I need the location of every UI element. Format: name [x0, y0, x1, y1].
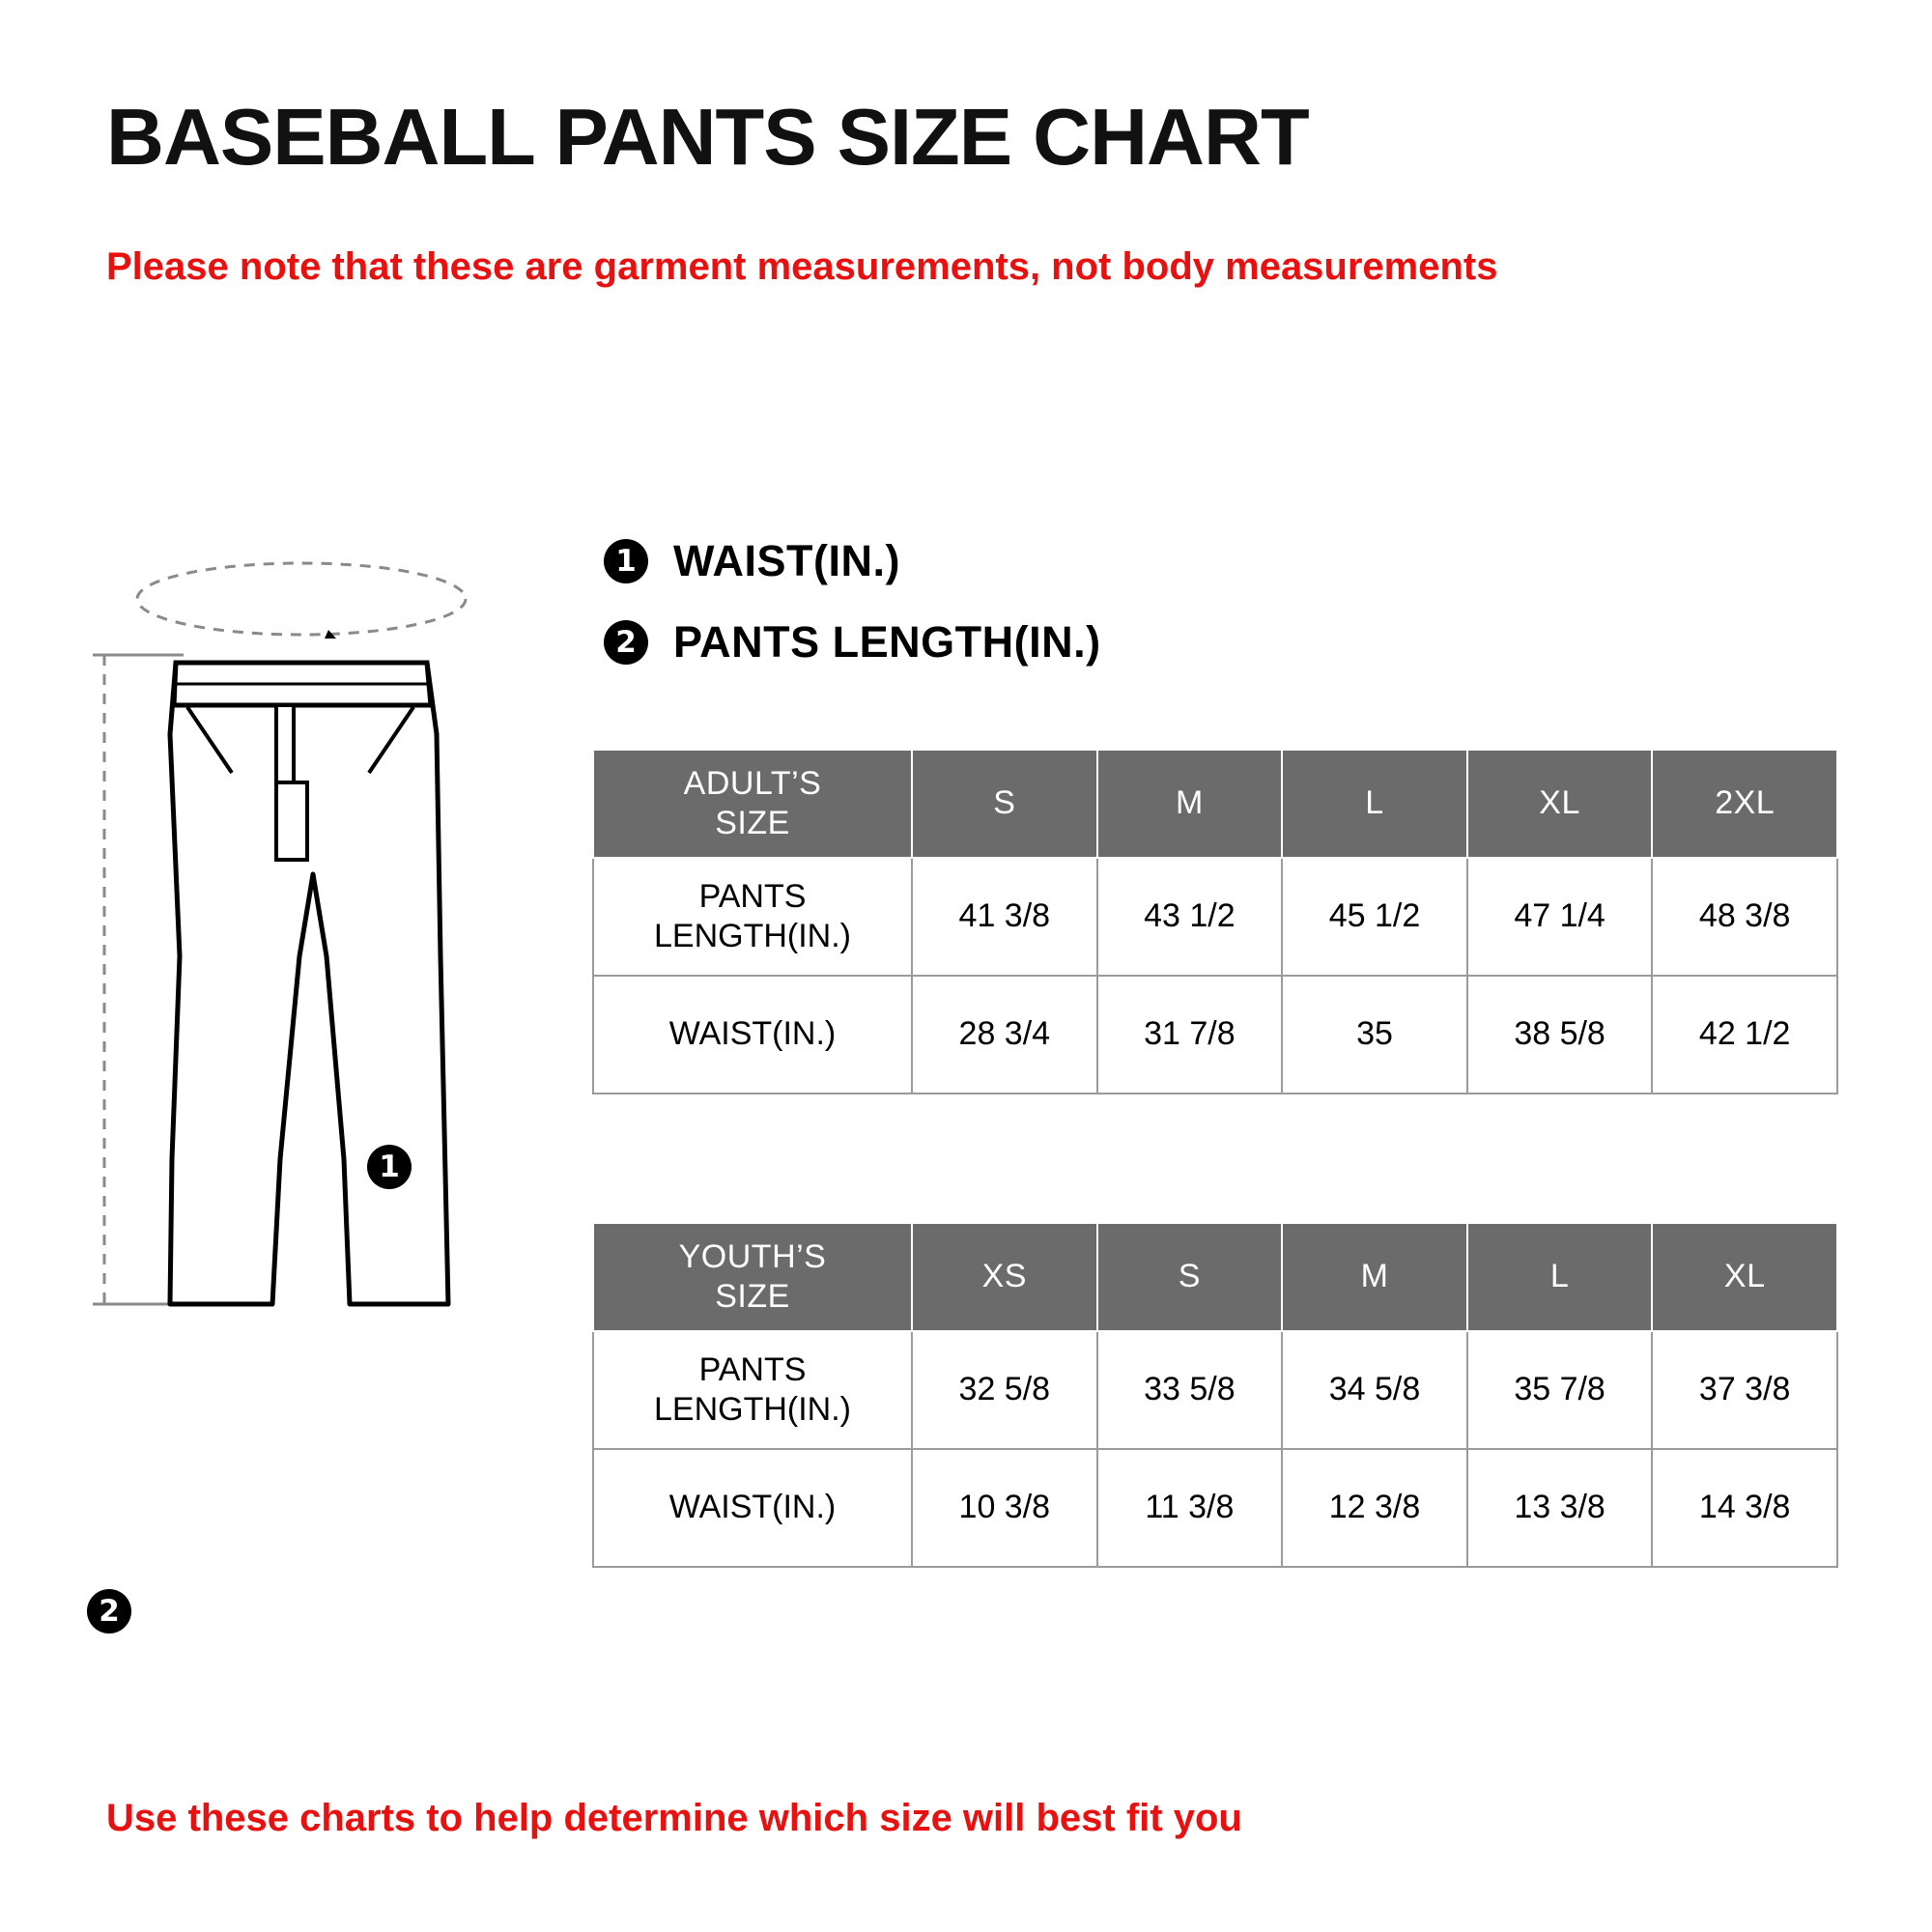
- adult-col-l: L: [1282, 750, 1467, 858]
- youth-col-xl: XL: [1652, 1223, 1837, 1331]
- adult-size-table-wrapper: [592, 749, 1838, 1094]
- table-row: [593, 976, 1837, 1094]
- youth-row-label-pants-length: PANTS LENGTH(IN.): [593, 1331, 912, 1449]
- adult-waist-2xl: 42 1/2: [1652, 976, 1837, 1094]
- youth-waist-xs: 10 3/8: [912, 1449, 1097, 1567]
- youth-row-label-waist: WAIST(IN.): [593, 1449, 912, 1567]
- youth-waist-xl: 14 3/8: [1652, 1449, 1837, 1567]
- youth-pants-length-xs: 32 5/8: [912, 1331, 1097, 1449]
- adult-waist-xl: 38 5/8: [1467, 976, 1653, 1094]
- youth-pants-length-l: 35 7/8: [1467, 1331, 1653, 1449]
- adult-col-s: S: [912, 750, 1097, 858]
- legend: [604, 536, 1101, 698]
- adult-pants-length-m: 43 1/2: [1097, 858, 1283, 976]
- table-header-row: [593, 1223, 1837, 1331]
- diagram-marker-length: 2: [87, 1589, 131, 1634]
- footer-note: Use these charts to help determine which size will best fit you: [106, 1797, 1242, 1839]
- adult-col-xl: XL: [1467, 750, 1653, 858]
- adult-size-header: ADULT’S SIZE: [593, 750, 912, 858]
- adult-pants-length-l: 45 1/2: [1282, 858, 1467, 976]
- youth-size-table-wrapper: [592, 1222, 1838, 1568]
- adult-size-table: [592, 749, 1838, 1094]
- youth-size-header: YOUTH’S SIZE: [593, 1223, 912, 1331]
- legend-item-waist: [604, 536, 1101, 586]
- adult-waist-m: 31 7/8: [1097, 976, 1283, 1094]
- number-two-icon: 2: [604, 620, 648, 665]
- youth-col-l: L: [1467, 1223, 1653, 1331]
- legend-label-pants-length: PANTS LENGTH(IN.): [673, 617, 1101, 667]
- table-row: [593, 1331, 1837, 1449]
- table-row: [593, 1449, 1837, 1567]
- youth-pants-length-s: 33 5/8: [1097, 1331, 1283, 1449]
- adult-col-2xl: 2XL: [1652, 750, 1837, 858]
- adult-pants-length-s: 41 3/8: [912, 858, 1097, 976]
- legend-label-waist: WAIST(IN.): [673, 536, 900, 585]
- adult-col-m: M: [1097, 750, 1283, 858]
- diagram-marker-waist: 1: [367, 1145, 412, 1189]
- number-one-icon: 1: [604, 539, 648, 583]
- youth-pants-length-xl: 37 3/8: [1652, 1331, 1837, 1449]
- youth-col-s: S: [1097, 1223, 1283, 1331]
- pants-illustration-svg: [87, 541, 570, 1352]
- page-title: BASEBALL PANTS SIZE CHART: [106, 92, 1309, 182]
- youth-waist-m: 12 3/8: [1282, 1449, 1467, 1567]
- measurement-note: Please note that these are garment measurements, not body measurements: [106, 245, 1498, 289]
- youth-waist-s: 11 3/8: [1097, 1449, 1283, 1567]
- pants-diagram: [87, 541, 570, 1629]
- adult-pants-length-xl: 47 1/4: [1467, 858, 1653, 976]
- legend-item-pants-length: [604, 617, 1101, 668]
- adult-waist-s: 28 3/4: [912, 976, 1097, 1094]
- youth-size-table: [592, 1222, 1838, 1568]
- youth-pants-length-m: 34 5/8: [1282, 1331, 1467, 1449]
- adult-row-label-waist: WAIST(IN.): [593, 976, 912, 1094]
- youth-col-xs: XS: [912, 1223, 1097, 1331]
- youth-col-m: M: [1282, 1223, 1467, 1331]
- adult-pants-length-2xl: 48 3/8: [1652, 858, 1837, 976]
- table-row: [593, 858, 1837, 976]
- youth-waist-l: 13 3/8: [1467, 1449, 1653, 1567]
- table-header-row: [593, 750, 1837, 858]
- adult-row-label-pants-length: PANTS LENGTH(IN.): [593, 858, 912, 976]
- adult-waist-l: 35: [1282, 976, 1467, 1094]
